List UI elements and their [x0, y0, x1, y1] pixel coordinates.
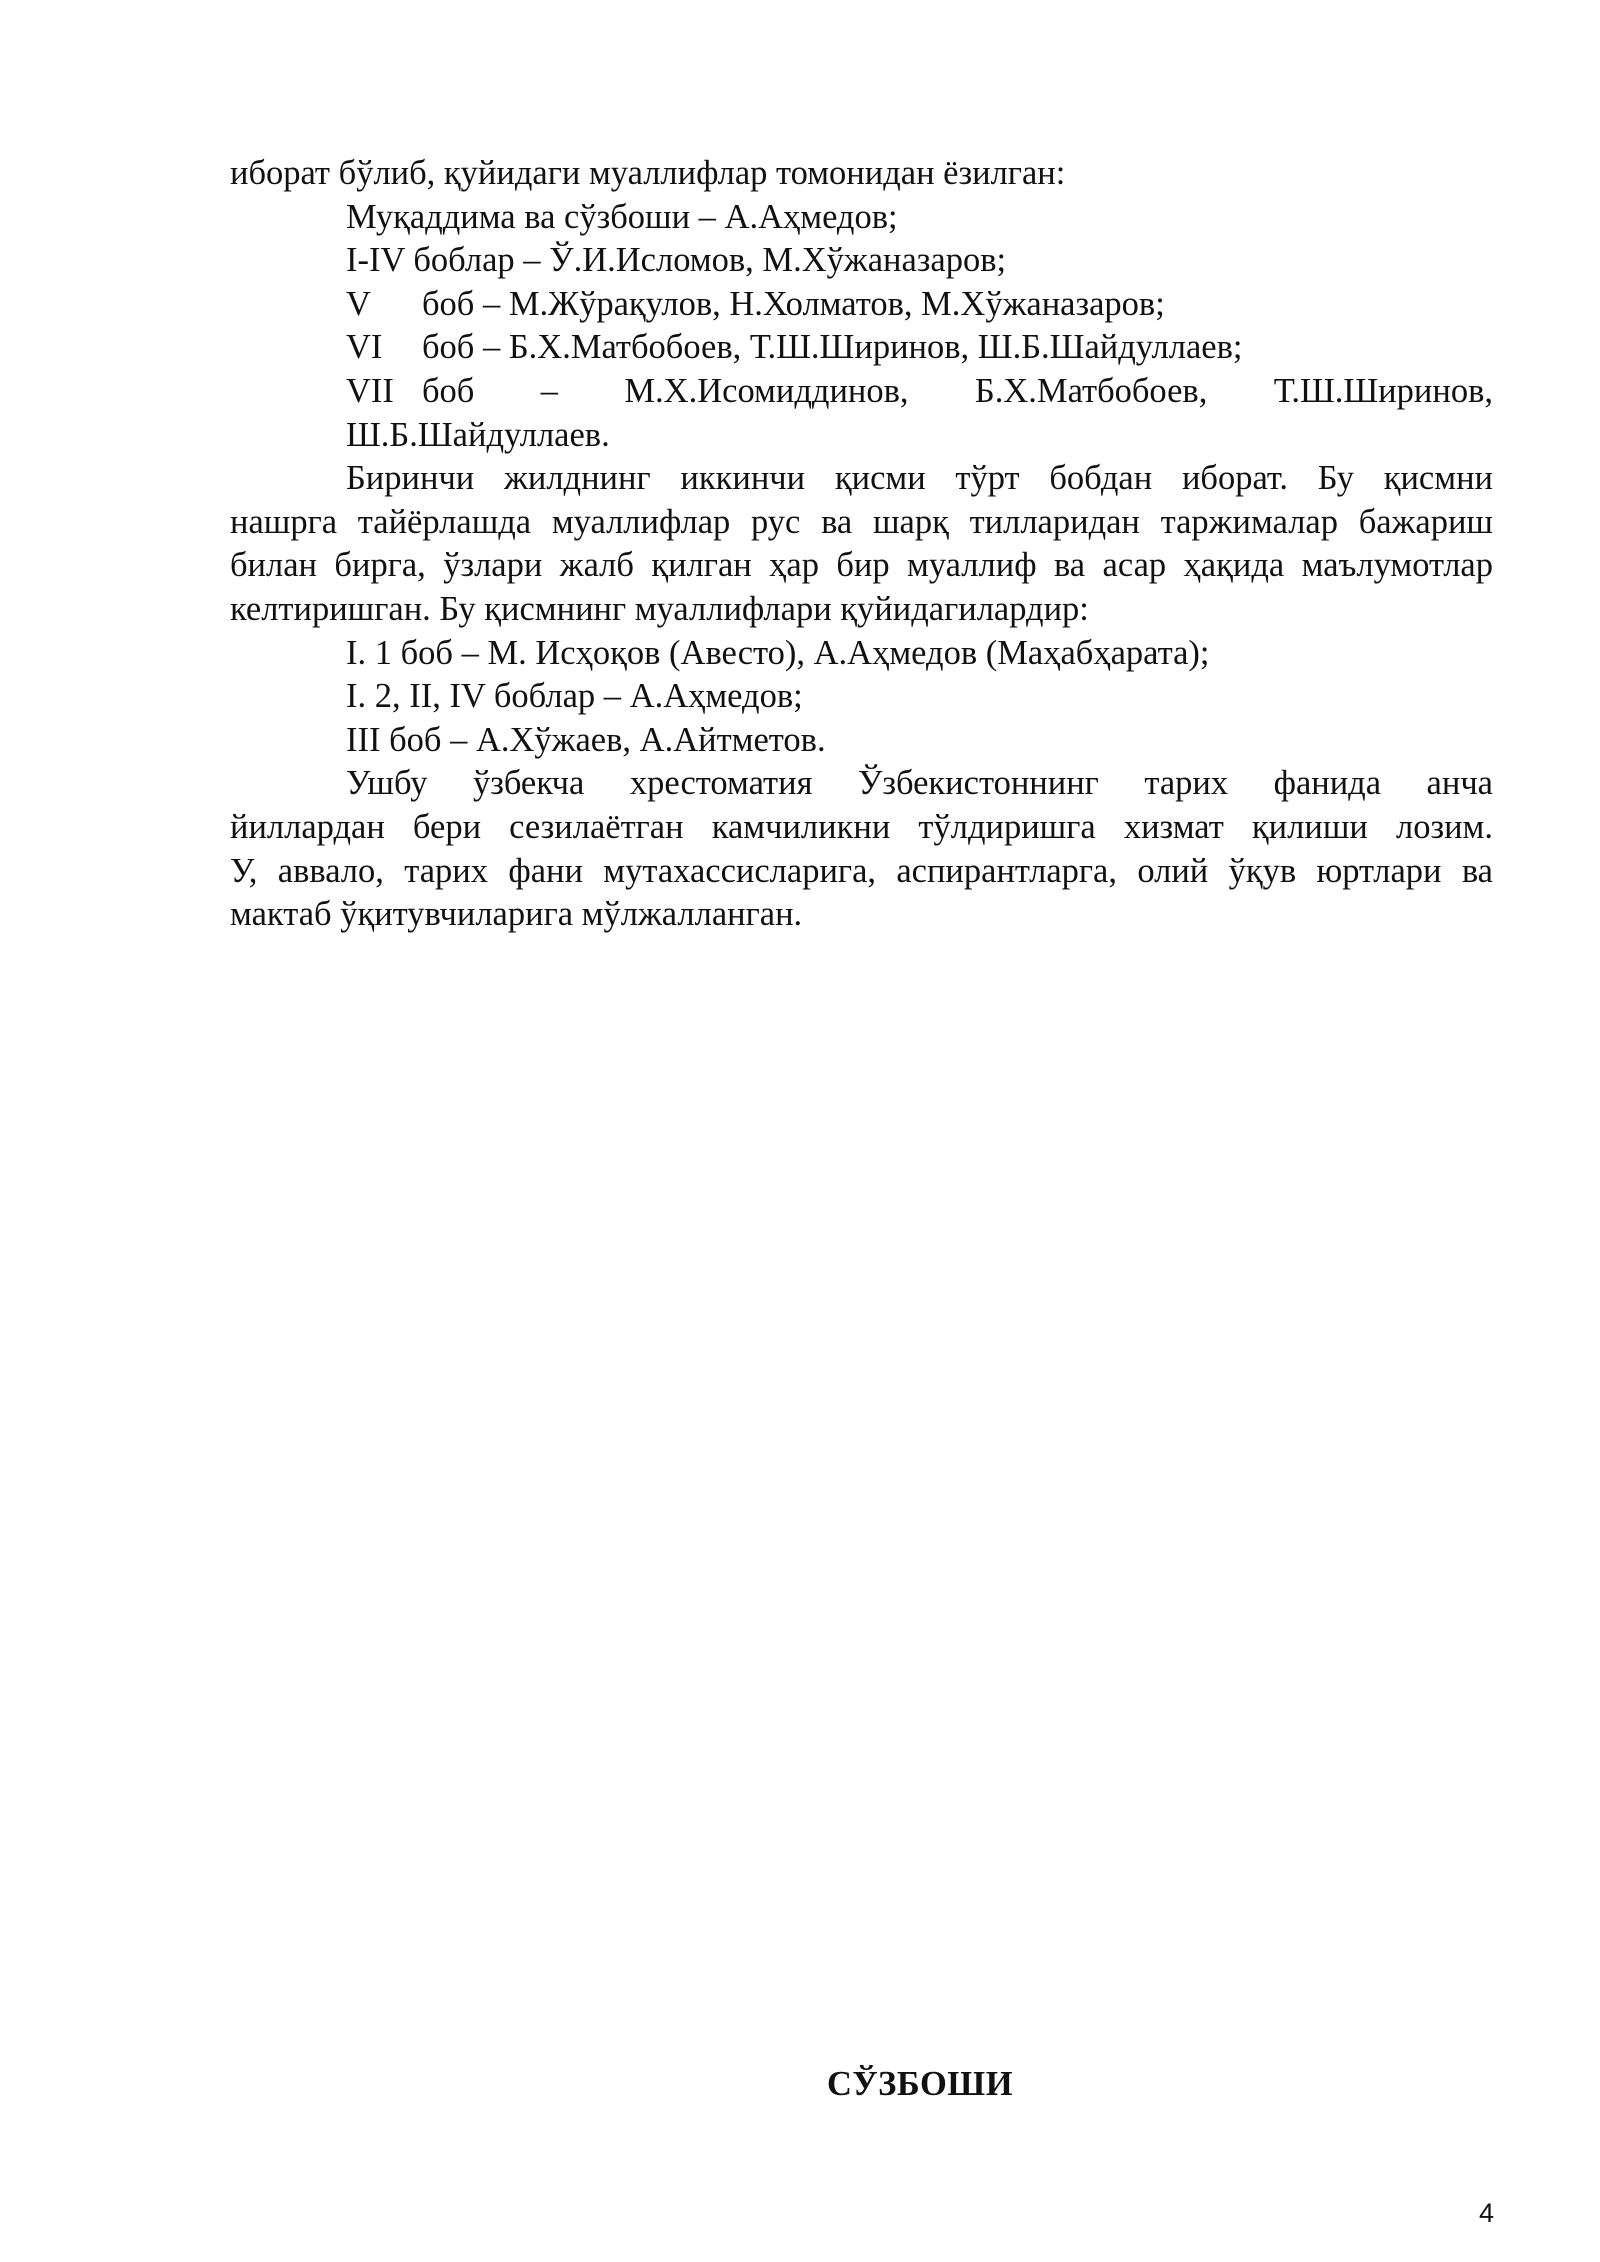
- text-line: боб – М.Жўрақулов, Н.Холматов, М.Хўжаназаров;: [422, 284, 1165, 323]
- paragraph-line: нашрга тайёрлашда муаллифлар рус ва шарқ тилларидан таржималар бажариш: [230, 502, 1493, 541]
- text-line: боб – Б.Х.Матбобоев, Т.Ш.Ширинов, Ш.Б.Шайдуллаев;: [422, 328, 1243, 367]
- author-list-line: [230, 370, 1493, 414]
- paragraph-line: йиллардан бери сезилаётган камчиликни тўлдиришга хизмат қилиши лозим.: [230, 807, 1493, 846]
- chapter-number: VI: [346, 328, 383, 367]
- author-list-line: [230, 283, 1493, 327]
- text-line: Муқаддима ва сўзбоши – А.Аҳмедов;: [346, 197, 898, 236]
- text-line: боб – М.Х.Исомиддинов, Б.Х.Матбобоев, Т.Ш.Ширинов,: [422, 371, 1493, 410]
- paragraph-line: мактаб ўқитувчиларига мўлжалланган.: [230, 895, 803, 934]
- page-number: 4: [1478, 2198, 1494, 2228]
- paragraph-line: Биринчи жилднинг иккинчи қисми тўрт бобдан иборат. Бу қисмни: [346, 459, 1493, 498]
- author-list-line: [230, 326, 1493, 370]
- paragraph-line: келтиришган. Бу қисмнинг муаллифлари қуйидагилардир:: [230, 589, 1089, 628]
- text-line: I-IV боблар – Ў.И.Исломов, М.Хўжаназаров;: [346, 241, 1007, 280]
- paragraph-line: билан бирга, ўзлари жалб қилган ҳар бир муаллиф ва асар ҳақида маълумотлар: [230, 546, 1493, 585]
- paragraph-line: У, аввало, тарих фани мутахассисларига, аспирантларга, олий ўқув юртлари ва: [230, 851, 1493, 890]
- section-heading: СЎЗБОШИ: [826, 2065, 1014, 2103]
- chapter-number: V: [346, 284, 371, 323]
- paragraph-line: Ушбу ўзбекча хрестоматия Ўзбекистоннинг тарих фанида анча: [346, 764, 1493, 803]
- chapter-number: VII: [346, 371, 394, 410]
- body-text: [230, 152, 1493, 937]
- text-line: III боб – А.Хўжаев, А.Айтметов.: [346, 720, 826, 759]
- text-line: иборат бўлиб, қуйидаги муаллифлар томонидан ёзилган:: [230, 154, 1066, 192]
- text-line: Ш.Б.Шайдуллаев.: [346, 415, 610, 454]
- text-line: I. 2, II, IV боблар – А.Аҳмедов;: [346, 677, 803, 716]
- text-line: I. 1 боб – М. Исҳоқов (Авесто), А.Аҳмедов (Маҳабҳарата);: [346, 633, 1210, 672]
